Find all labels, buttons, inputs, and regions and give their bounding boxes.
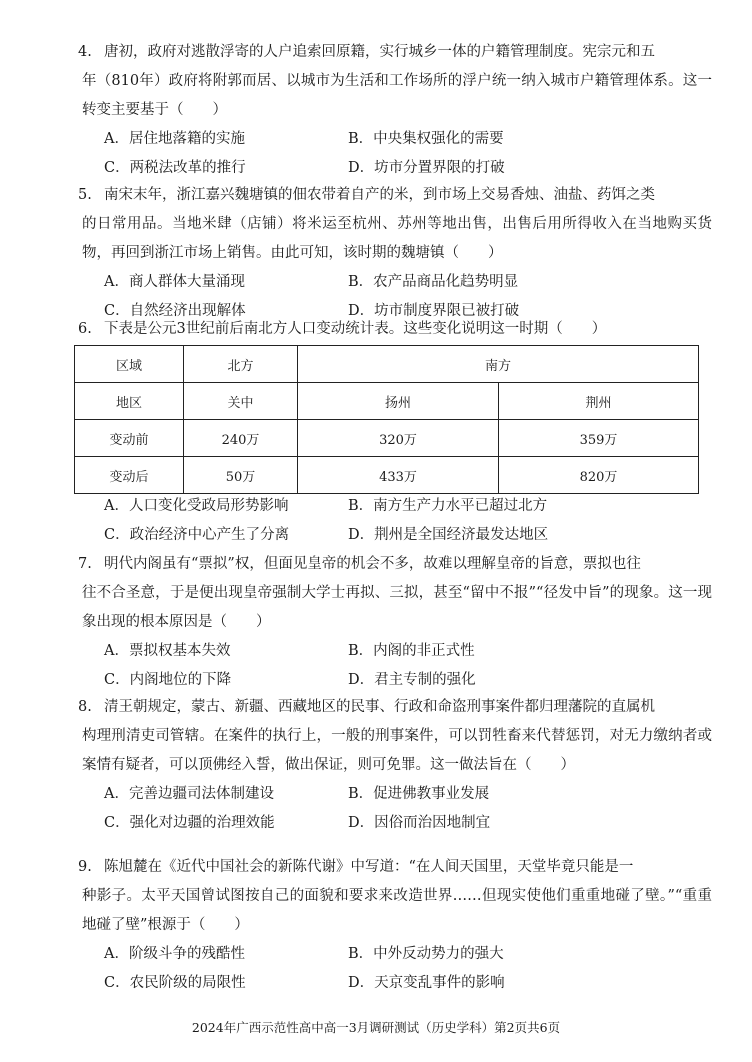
question-number: 5. — [78, 187, 92, 203]
option-c[interactable]: C．强化对边疆的治理效能 — [104, 815, 275, 831]
area-guanzhong: 关中 — [184, 383, 298, 420]
area-jingzhou: 荆州 — [499, 383, 699, 420]
question-stem: 唐初，政府对逃散浮寄的人户追索回原籍，实行城乡一体的户籍管理制度。宪宗元和五 年（810年）政府将附郭而居、以城市为生活和工作场所的浮户统一纳入城市户籍管理体系。这一转变主要基于（ ） — [82, 44, 712, 118]
question-number: 9. — [78, 859, 92, 875]
cell-before-yangzhou: 320万 — [298, 420, 499, 457]
question-7 — [78, 550, 712, 695]
option-a[interactable]: A．居住地落籍的实施 — [104, 131, 245, 147]
page-footer: 2024年广西示范性高中高一3月调研测试（历史学科）第2页共6页 — [191, 1020, 561, 1035]
option-c[interactable]: C．自然经济出现解体 — [104, 303, 246, 319]
question-6 — [78, 315, 712, 344]
option-b[interactable]: B．中央集权强化的需要 — [348, 131, 504, 147]
header-region: 区域 — [75, 346, 184, 383]
row-after-label: 变动后 — [75, 457, 184, 494]
population-table — [74, 345, 699, 494]
question-number: 6. — [78, 321, 92, 337]
option-c[interactable]: C．政治经济中心产生了分离 — [104, 527, 290, 543]
question-4 — [78, 38, 712, 183]
options — [104, 125, 712, 183]
option-a[interactable]: A．人口变化受政局形势影响 — [104, 498, 289, 514]
option-b[interactable]: B．农产品商品化趋势明显 — [348, 274, 519, 290]
option-a[interactable]: A．阶级斗争的残酷性 — [104, 946, 245, 962]
header-area: 地区 — [75, 383, 184, 420]
cell-after-yangzhou: 433万 — [298, 457, 499, 494]
option-d[interactable]: D．天京变乱事件的影响 — [348, 975, 505, 991]
option-d[interactable]: D．君主专制的强化 — [348, 672, 476, 688]
question-stem: 明代内阁虽有“票拟”权，但面见皇帝的机会不多，故难以理解皇帝的旨意，票拟也往 往不合圣意，于是便出现皇帝强制大学士再拟、三拟，甚至“留中不报”“径发中旨”的现象。这一现象出现的根本原因是（ ） — [82, 556, 712, 630]
question-stem: 南宋末年，浙江嘉兴魏塘镇的佃农带着自产的米，到市场上交易香烛、油盐、药饵之类 的日常用品。当地米肆（店铺）将米运至杭州、苏州等地出售，出售后用所得收入在当地购买货物，再回到浙江市场上销售。由此可知，该时期的魏塘镇（ ） — [82, 187, 712, 261]
option-d[interactable]: D．坊市分置界限的打破 — [348, 160, 505, 176]
option-a[interactable]: A．完善边疆司法体制建设 — [104, 786, 274, 802]
option-b[interactable]: B．促进佛教事业发展 — [348, 786, 490, 802]
header-north: 北方 — [184, 346, 298, 383]
option-d[interactable]: D．因俗而治因地制宜 — [348, 815, 491, 831]
question-6-options — [82, 492, 712, 550]
question-stem: 陈旭麓在《近代中国社会的新陈代谢》中写道：“在人间天国里，天堂毕竟只能是一 种影子。太平天国曾试图按自己的面貌和要求来改造世界……但现实使他们重重地碰了壁。”“重重地碰了壁”根源于（ ） — [82, 859, 712, 933]
cell-before-jingzhou: 359万 — [499, 420, 699, 457]
options — [104, 492, 712, 550]
option-c[interactable]: C．内阁地位的下降 — [104, 672, 232, 688]
option-c[interactable]: C．两税法改革的推行 — [104, 160, 246, 176]
question-number: 8. — [78, 699, 92, 715]
area-yangzhou: 扬州 — [298, 383, 499, 420]
option-c[interactable]: C．农民阶级的局限性 — [104, 975, 246, 991]
option-a[interactable]: A．商人群体大量涌现 — [104, 274, 245, 290]
header-south: 南方 — [298, 346, 699, 383]
cell-after-jingzhou: 820万 — [499, 457, 699, 494]
option-d[interactable]: D．坊市制度界限已被打破 — [348, 303, 520, 319]
option-a[interactable]: A．票拟权基本失效 — [104, 643, 231, 659]
row-before-label: 变动前 — [75, 420, 184, 457]
cell-after-guanzhong: 50万 — [184, 457, 298, 494]
cell-before-guanzhong: 240万 — [184, 420, 298, 457]
question-stem: 下表是公元3世纪前后南北方人口变动统计表。这些变化说明这一时期（ ） — [104, 321, 607, 337]
question-stem: 清王朝规定，蒙古、新疆、西藏地区的民事、行政和命盗刑事案件都归理藩院的直属机 构理刑清吏司管辖。在案件的执行上，一般的刑事案件，可以罚牲畜来代替惩罚，对无力缴纳者或案情有疑者，可以顶佛经入誓，做出保证，则可免罪。这一做法旨在（ ） — [82, 699, 712, 773]
option-b[interactable]: B．南方生产力水平已超过北方 — [348, 498, 548, 514]
question-number: 4. — [78, 44, 92, 60]
question-9 — [78, 853, 712, 998]
options — [104, 780, 712, 838]
options — [104, 637, 712, 695]
option-d[interactable]: D．荆州是全国经济最发达地区 — [348, 527, 549, 543]
option-b[interactable]: B．内阁的非正式性 — [348, 643, 475, 659]
option-b[interactable]: B．中外反动势力的强大 — [348, 946, 504, 962]
options — [104, 940, 712, 998]
question-number: 7. — [78, 556, 92, 572]
question-5 — [78, 181, 712, 326]
question-8 — [78, 693, 712, 838]
